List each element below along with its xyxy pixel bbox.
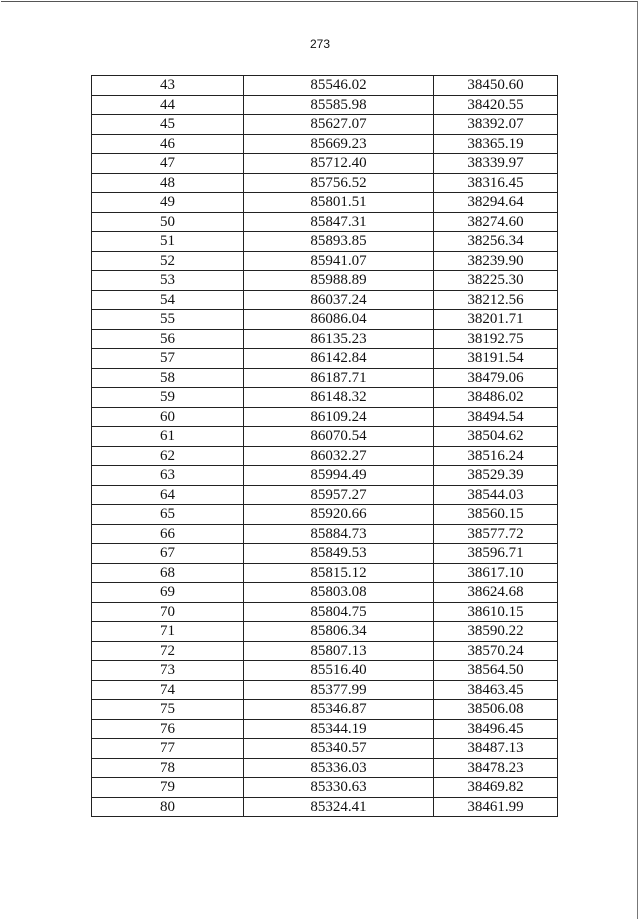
y-coordinate-cell: 38294.64 xyxy=(434,193,558,213)
table-row xyxy=(92,388,558,408)
x-coordinate-cell: 85920.66 xyxy=(244,505,434,525)
point-number-cell: 53 xyxy=(92,271,244,291)
point-number-cell: 67 xyxy=(92,544,244,564)
table-row xyxy=(92,641,558,661)
y-coordinate-cell: 38487.13 xyxy=(434,739,558,759)
table-row xyxy=(92,485,558,505)
table-row xyxy=(92,271,558,291)
table-row xyxy=(92,154,558,174)
point-number-cell: 65 xyxy=(92,505,244,525)
x-coordinate-cell: 86037.24 xyxy=(244,290,434,310)
table-row xyxy=(92,544,558,564)
point-number-cell: 54 xyxy=(92,290,244,310)
y-coordinate-cell: 38564.50 xyxy=(434,661,558,681)
x-coordinate-cell: 85346.87 xyxy=(244,700,434,720)
y-coordinate-cell: 38225.30 xyxy=(434,271,558,291)
table-row xyxy=(92,505,558,525)
y-coordinate-cell: 38486.02 xyxy=(434,388,558,408)
point-number-cell: 76 xyxy=(92,719,244,739)
x-coordinate-cell: 85804.75 xyxy=(244,602,434,622)
point-number-cell: 69 xyxy=(92,583,244,603)
x-coordinate-cell: 86148.32 xyxy=(244,388,434,408)
x-coordinate-cell: 85377.99 xyxy=(244,680,434,700)
y-coordinate-cell: 38479.06 xyxy=(434,368,558,388)
point-number-cell: 71 xyxy=(92,622,244,642)
table-row xyxy=(92,427,558,447)
y-coordinate-cell: 38478.23 xyxy=(434,758,558,778)
y-coordinate-cell: 38529.39 xyxy=(434,466,558,486)
table-row xyxy=(92,251,558,271)
point-number-cell: 66 xyxy=(92,524,244,544)
y-coordinate-cell: 38610.15 xyxy=(434,602,558,622)
x-coordinate-cell: 86032.27 xyxy=(244,446,434,466)
point-number-cell: 47 xyxy=(92,154,244,174)
y-coordinate-cell: 38624.68 xyxy=(434,583,558,603)
table-row xyxy=(92,76,558,96)
x-coordinate-cell: 85330.63 xyxy=(244,778,434,798)
x-coordinate-cell: 85344.19 xyxy=(244,719,434,739)
y-coordinate-cell: 38504.62 xyxy=(434,427,558,447)
coordinate-table-body xyxy=(92,76,558,817)
x-coordinate-cell: 85988.89 xyxy=(244,271,434,291)
point-number-cell: 48 xyxy=(92,173,244,193)
point-number-cell: 80 xyxy=(92,797,244,817)
x-coordinate-cell: 85957.27 xyxy=(244,485,434,505)
x-coordinate-cell: 85807.13 xyxy=(244,641,434,661)
table-row xyxy=(92,583,558,603)
x-coordinate-cell: 85884.73 xyxy=(244,524,434,544)
y-coordinate-cell: 38496.45 xyxy=(434,719,558,739)
table-row xyxy=(92,466,558,486)
point-number-cell: 58 xyxy=(92,368,244,388)
x-coordinate-cell: 85340.57 xyxy=(244,739,434,759)
point-number-cell: 79 xyxy=(92,778,244,798)
table-row xyxy=(92,232,558,252)
table-row xyxy=(92,758,558,778)
point-number-cell: 61 xyxy=(92,427,244,447)
point-number-cell: 43 xyxy=(92,76,244,96)
y-coordinate-cell: 38617.10 xyxy=(434,563,558,583)
y-coordinate-cell: 38506.08 xyxy=(434,700,558,720)
table-row xyxy=(92,739,558,759)
point-number-cell: 60 xyxy=(92,407,244,427)
table-row xyxy=(92,115,558,135)
table-row xyxy=(92,661,558,681)
y-coordinate-cell: 38192.75 xyxy=(434,329,558,349)
y-coordinate-cell: 38494.54 xyxy=(434,407,558,427)
table-row xyxy=(92,719,558,739)
table-row xyxy=(92,173,558,193)
point-number-cell: 44 xyxy=(92,95,244,115)
x-coordinate-cell: 85849.53 xyxy=(244,544,434,564)
table-row xyxy=(92,95,558,115)
table-row xyxy=(92,563,558,583)
y-coordinate-cell: 38420.55 xyxy=(434,95,558,115)
y-coordinate-cell: 38590.22 xyxy=(434,622,558,642)
x-coordinate-cell: 85712.40 xyxy=(244,154,434,174)
point-number-cell: 78 xyxy=(92,758,244,778)
point-number-cell: 74 xyxy=(92,680,244,700)
x-coordinate-cell: 86086.04 xyxy=(244,310,434,330)
y-coordinate-cell: 38274.60 xyxy=(434,212,558,232)
y-coordinate-cell: 38201.71 xyxy=(434,310,558,330)
x-coordinate-cell: 86135.23 xyxy=(244,329,434,349)
table-row xyxy=(92,680,558,700)
point-number-cell: 51 xyxy=(92,232,244,252)
point-number-cell: 50 xyxy=(92,212,244,232)
table-row xyxy=(92,134,558,154)
x-coordinate-cell: 85847.31 xyxy=(244,212,434,232)
y-coordinate-cell: 38544.03 xyxy=(434,485,558,505)
x-coordinate-cell: 85336.03 xyxy=(244,758,434,778)
y-coordinate-cell: 38365.19 xyxy=(434,134,558,154)
y-coordinate-cell: 38463.45 xyxy=(434,680,558,700)
y-coordinate-cell: 38461.99 xyxy=(434,797,558,817)
y-coordinate-cell: 38516.24 xyxy=(434,446,558,466)
point-number-cell: 59 xyxy=(92,388,244,408)
point-number-cell: 45 xyxy=(92,115,244,135)
y-coordinate-cell: 38570.24 xyxy=(434,641,558,661)
point-number-cell: 70 xyxy=(92,602,244,622)
x-coordinate-cell: 85756.52 xyxy=(244,173,434,193)
x-coordinate-cell: 86070.54 xyxy=(244,427,434,447)
point-number-cell: 46 xyxy=(92,134,244,154)
x-coordinate-cell: 85806.34 xyxy=(244,622,434,642)
point-number-cell: 62 xyxy=(92,446,244,466)
y-coordinate-cell: 38316.45 xyxy=(434,173,558,193)
x-coordinate-cell: 85994.49 xyxy=(244,466,434,486)
x-coordinate-cell: 85815.12 xyxy=(244,563,434,583)
table-row xyxy=(92,349,558,369)
x-coordinate-cell: 85546.02 xyxy=(244,76,434,96)
point-number-cell: 72 xyxy=(92,641,244,661)
coordinate-table xyxy=(91,75,558,817)
x-coordinate-cell: 85801.51 xyxy=(244,193,434,213)
x-coordinate-cell: 85516.40 xyxy=(244,661,434,681)
y-coordinate-cell: 38450.60 xyxy=(434,76,558,96)
point-number-cell: 64 xyxy=(92,485,244,505)
point-number-cell: 56 xyxy=(92,329,244,349)
table-row xyxy=(92,193,558,213)
y-coordinate-cell: 38239.90 xyxy=(434,251,558,271)
x-coordinate-cell: 85803.08 xyxy=(244,583,434,603)
x-coordinate-cell: 86142.84 xyxy=(244,349,434,369)
x-coordinate-cell: 85324.41 xyxy=(244,797,434,817)
point-number-cell: 52 xyxy=(92,251,244,271)
y-coordinate-cell: 38596.71 xyxy=(434,544,558,564)
page-number: 273 xyxy=(309,37,331,51)
point-number-cell: 55 xyxy=(92,310,244,330)
point-number-cell: 68 xyxy=(92,563,244,583)
x-coordinate-cell: 86187.71 xyxy=(244,368,434,388)
table-row xyxy=(92,446,558,466)
point-number-cell: 63 xyxy=(92,466,244,486)
table-row xyxy=(92,797,558,817)
point-number-cell: 75 xyxy=(92,700,244,720)
y-coordinate-cell: 38469.82 xyxy=(434,778,558,798)
y-coordinate-cell: 38392.07 xyxy=(434,115,558,135)
x-coordinate-cell: 85669.23 xyxy=(244,134,434,154)
x-coordinate-cell: 85627.07 xyxy=(244,115,434,135)
table-row xyxy=(92,524,558,544)
x-coordinate-cell: 85585.98 xyxy=(244,95,434,115)
y-coordinate-cell: 38560.15 xyxy=(434,505,558,525)
point-number-cell: 57 xyxy=(92,349,244,369)
y-coordinate-cell: 38191.54 xyxy=(434,349,558,369)
point-number-cell: 49 xyxy=(92,193,244,213)
table-row xyxy=(92,700,558,720)
y-coordinate-cell: 38577.72 xyxy=(434,524,558,544)
table-row xyxy=(92,778,558,798)
table-row xyxy=(92,368,558,388)
table-row xyxy=(92,212,558,232)
table-row xyxy=(92,407,558,427)
table-row xyxy=(92,602,558,622)
x-coordinate-cell: 85893.85 xyxy=(244,232,434,252)
y-coordinate-cell: 38212.56 xyxy=(434,290,558,310)
point-number-cell: 73 xyxy=(92,661,244,681)
y-coordinate-cell: 38256.34 xyxy=(434,232,558,252)
table-row xyxy=(92,329,558,349)
x-coordinate-cell: 85941.07 xyxy=(244,251,434,271)
point-number-cell: 77 xyxy=(92,739,244,759)
table-row xyxy=(92,310,558,330)
table-row xyxy=(92,622,558,642)
table-row xyxy=(92,290,558,310)
x-coordinate-cell: 86109.24 xyxy=(244,407,434,427)
y-coordinate-cell: 38339.97 xyxy=(434,154,558,174)
